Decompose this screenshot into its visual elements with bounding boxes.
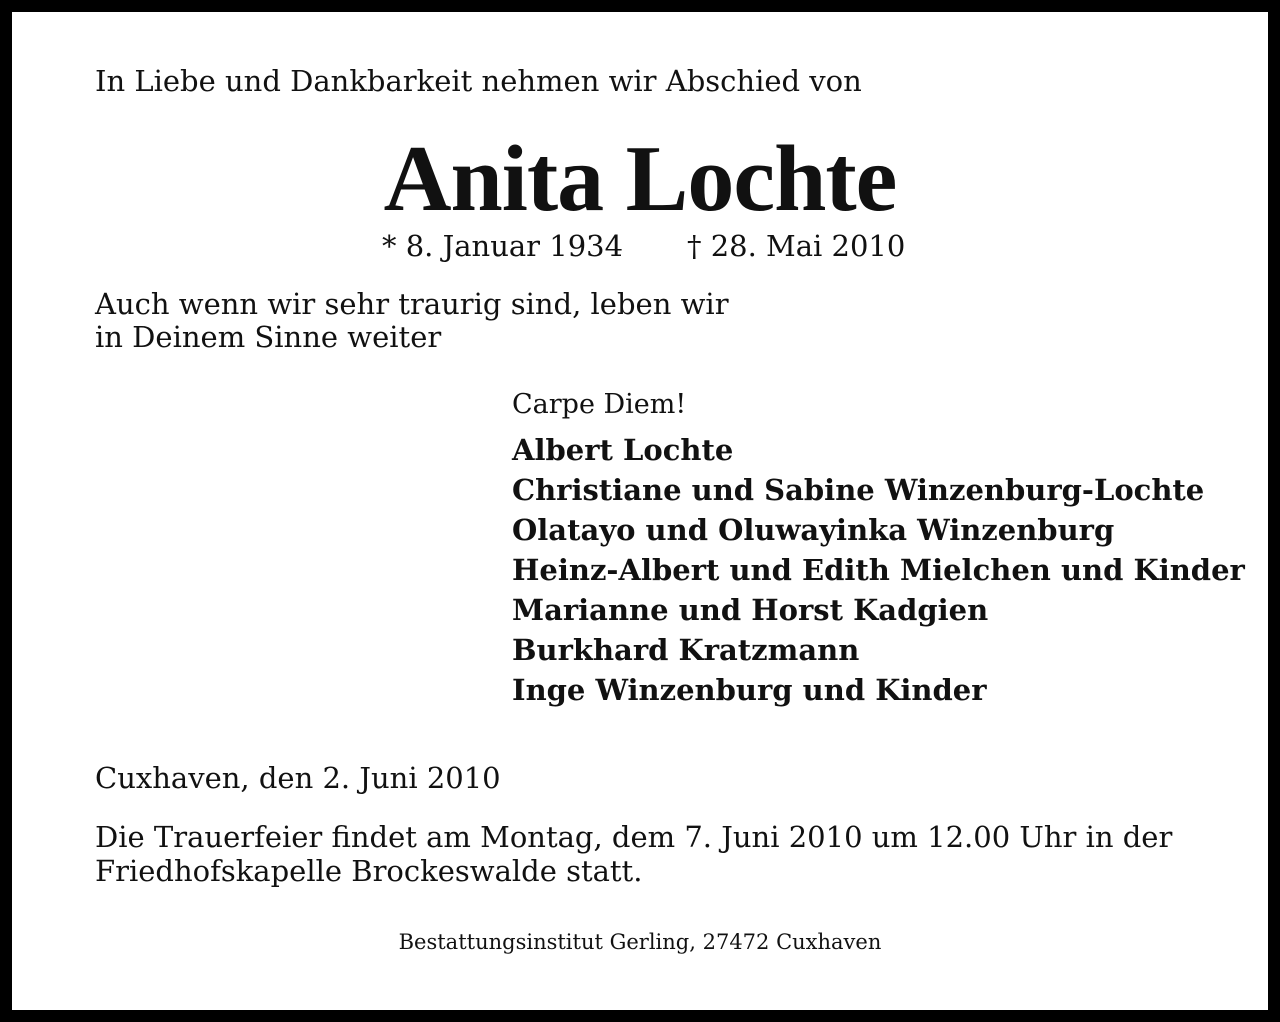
ceremony-line: Die Trauerfeier findet am Montag, dem 7. Juni 2010 um 12.00 Uhr in der <box>95 820 1173 854</box>
mourner-name: Heinz-Albert und Edith Mielchen und Kinder <box>512 553 1245 587</box>
ceremony-line: Friedhofskapelle Brockeswalde statt. <box>95 854 643 888</box>
mourner-name: Christiane und Sabine Winzenburg-Lochte <box>512 473 1205 507</box>
mourners-list <box>512 430 1245 710</box>
funeral-ceremony-info <box>95 820 1172 888</box>
death-date: † 28. Mai 2010 <box>687 229 906 263</box>
intro-text: In Liebe und Dankbarkeit nehmen wir Abschied von <box>95 64 862 98</box>
birth-date: * 8. Januar 1934 <box>382 229 624 263</box>
motto-text: Carpe Diem! <box>512 389 687 420</box>
undertaker-credit: Bestattungsinstitut Gerling, 27472 Cuxhaven <box>398 930 882 954</box>
mourner-name: Olatayo und Oluwayinka Winzenburg <box>512 513 1115 547</box>
quote-line: in Deinem Sinne weiter <box>95 320 442 354</box>
mourner-name: Marianne und Horst Kadgien <box>512 593 989 627</box>
mourner-name: Albert Lochte <box>512 433 734 467</box>
quote-line: Auch wenn wir sehr traurig sind, leben wir <box>95 287 729 321</box>
mourner-name: Burkhard Kratzmann <box>512 633 860 667</box>
place-and-date: Cuxhaven, den 2. Juni 2010 <box>95 761 501 795</box>
deceased-name: Anita Lochte <box>383 127 897 231</box>
mourner-name: Inge Winzenburg und Kinder <box>512 673 987 707</box>
memorial-quote <box>95 288 729 354</box>
